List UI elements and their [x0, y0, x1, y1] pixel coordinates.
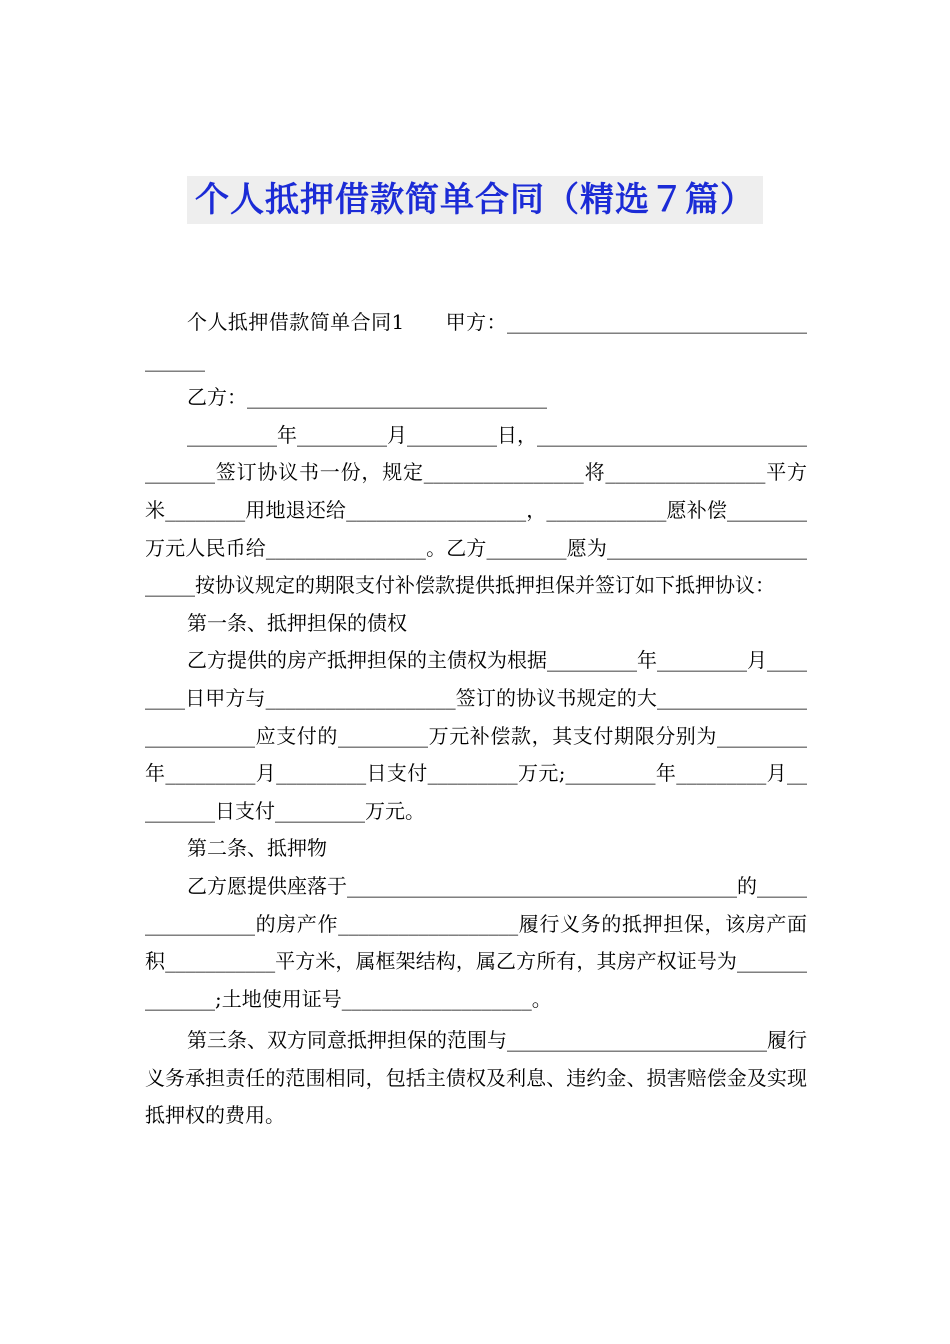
paragraph-article-1: 乙方提供的房产抵押担保的主债权为根据_________年_________月________日甲方与___________________签订的协议书规定的大__________________________应支付的_________万元补偿款，其支付期限分别为_________年_________月_________日支付_________万元;_________年_________月_________日支付_________万元。 — [145, 648, 807, 823]
paragraph-article-2: 乙方愿提供座落于_______________________________________的________________的房产作__________________履行义务的抵押担保，该房产面积___________平方米，属框架结构，属乙方所有，其房产权证号为______________;土地使用证号___________________。 — [145, 873, 807, 1011]
document-title: 个人抵押借款简单合同（精选７篇） — [187, 176, 763, 224]
heading-article-1: 第一条、抵押担保的债权 — [187, 610, 407, 635]
document-body — [145, 304, 807, 1135]
paragraph-article-3: 第三条、双方同意抵押担保的范围与__________________________履行义务承担责任的范围相同，包括主债权及利息、违约金、损害赔偿金及实现抵押权的费用。 — [145, 1028, 807, 1128]
paragraph-parties-b: 乙方：______________________________ — [187, 385, 547, 410]
paragraph-parties-a: 个人抵押借款简单合同1 甲方：____________________________________ — [145, 310, 807, 372]
paragraph-preamble: _________年_________月_________日，__________________________________签订协议书一份，规定________________将________________平方米________用地退还给__________________，____________愿补偿________万元人民币给________________。乙方________愿为_________________________按协议规定的期限支付补偿款提供抵押担保并签订如下抵押协议： — [145, 422, 807, 598]
title-container — [0, 176, 950, 224]
heading-article-2: 第二条、抵押物 — [187, 836, 327, 861]
